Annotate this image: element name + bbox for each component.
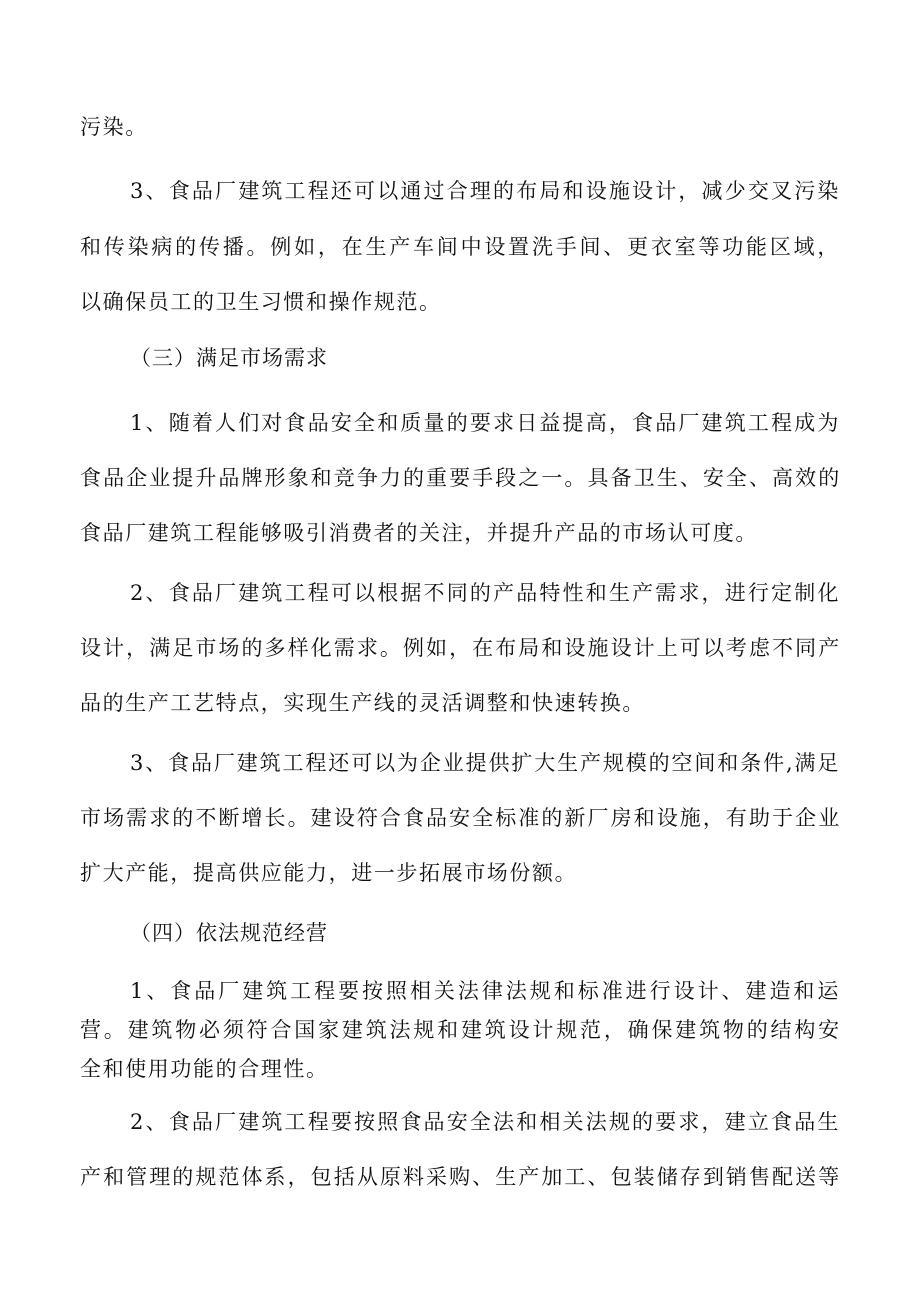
section-heading: （四）依法规范经营: [130, 921, 328, 945]
text-line: 1、随着人们对食品安全和质量的要求日益提高，食品厂建筑工程成为: [130, 411, 840, 435]
section-heading: （三）满足市场需求: [130, 346, 328, 370]
text-line: 以确保员工的卫生习惯和操作规范。: [80, 290, 442, 314]
text-line: 设计，满足市场的多样化需求。例如，在布局和设施设计上可以考虑不同产: [80, 636, 840, 660]
text-line: 品的生产工艺特点，实现生产线的灵活调整和快速转换。: [80, 691, 645, 715]
text-line: 3、食品厂建筑工程还可以通过合理的布局和设施设计，减少交叉污染: [130, 179, 840, 203]
text-line: 污染。: [80, 115, 148, 139]
text-line: 扩大产能，提高供应能力，进一步拓展市场份额。: [80, 861, 578, 885]
text-line: 2、食品厂建筑工程要按照食品安全法和相关法规的要求，建立食品生: [130, 1110, 840, 1134]
text-line: 2、食品厂建筑工程可以根据不同的产品特性和生产需求，进行定制化: [130, 581, 840, 605]
text-line: 食品厂建筑工程能够吸引消费者的关注，并提升产品的市场认可度。: [80, 521, 758, 545]
text-line: 3、食品厂建筑工程还可以为企业提供扩大生产规模的空间和条件,满足: [130, 751, 840, 775]
text-line: 食品企业提升品牌形象和竞争力的重要手段之一。具备卫生、安全、高效的: [80, 466, 840, 490]
text-line: 营。建筑物必须符合国家建筑法规和建筑设计规范，确保建筑物的结构安: [80, 1018, 840, 1042]
text-line: 全和使用功能的合理性。: [80, 1057, 329, 1081]
text-line: 和传染病的传播。例如，在生产车间中设置洗手间、更衣室等功能区域，: [80, 235, 840, 259]
text-line: 市场需求的不断增长。建设符合食品安全标准的新厂房和设施，有助于企业: [80, 806, 840, 830]
text-line: 产和管理的规范体系，包括从原料采购、生产加工、包装储存到销售配送等: [80, 1165, 840, 1189]
text-line: 1、食品厂建筑工程要按照相关法律法规和标准进行设计、建造和运: [130, 979, 840, 1003]
